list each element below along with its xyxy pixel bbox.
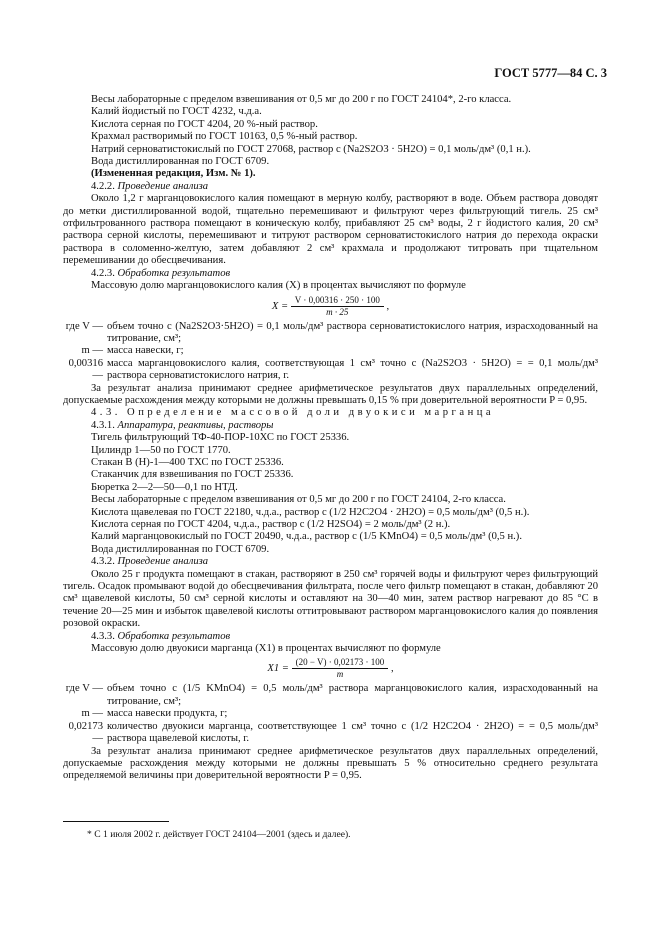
text-line: Кислота щавелевая по ГОСТ 22180, ч.д.а., раствор c (1/2 H2C2O4 · 2H2O) = 0,5 моль/дм³ (0,5 н.). bbox=[91, 506, 530, 518]
section-title: Проведение анализа bbox=[117, 180, 209, 192]
definition-key: m — bbox=[81, 708, 103, 720]
page-header: ГОСТ 5777—84 С. 3 bbox=[494, 66, 607, 80]
definition-key: где V — bbox=[65, 320, 103, 332]
definition-text: объем точно c (1/5 KMnO4) = 0,5 моль/дм³ раствора марганцовокислого калия, израсходованный на титрование, см³; bbox=[107, 683, 598, 707]
formula-1 bbox=[63, 295, 598, 318]
section-number: 4.2.3. bbox=[91, 267, 115, 279]
formula-tail: , bbox=[390, 663, 394, 675]
definition-text: количество двуокиси марганца, соответствующее 1 см³ точно c (1/2 H2C2O4 · 2H2O) = = 0,5 моль/дм³ раствора щавелевой кислоты, г. bbox=[107, 720, 598, 745]
text-line: Бюретка 2—2—50—0,1 по НТД. bbox=[91, 481, 238, 493]
edition-note: (Измененная редакция, Изм. № 1). bbox=[91, 168, 256, 180]
formula-denominator: m bbox=[336, 669, 344, 680]
text-line: Калий йодистый по ГОСТ 4232, ч.д.а. bbox=[91, 106, 262, 118]
definition-key: где V — bbox=[65, 683, 103, 695]
section-title: Обработка результатов bbox=[117, 267, 231, 279]
definition-text: объем точно c (Na2S2O3·5H2O) = 0,1 моль/дм³ раствора серноватистокислого натрия, израсходованный на титрование, см³; bbox=[107, 320, 598, 344]
definition-row bbox=[63, 321, 598, 346]
paragraph: За результат анализа принимают среднее арифметическое результатов двух параллельных определений, допускаемые расхождения между которыми не должны превышать 5 % относительно среднего результата определяемой величины при доверительной вероятности P = 0,95. bbox=[63, 745, 598, 782]
definition-row bbox=[63, 708, 598, 720]
text-line: Кислота серная по ГОСТ 4204, ч.д.а., раствор c (1/2 H2SO4) = 2 моль/дм³ (2 н.). bbox=[91, 519, 451, 530]
formula-fraction bbox=[292, 657, 389, 680]
section-heading-4-3-2 bbox=[63, 556, 598, 568]
text-line: Кислота серная по ГОСТ 4204, 20 %-ный раствор. bbox=[91, 118, 318, 130]
document-body bbox=[63, 94, 598, 783]
definition-row bbox=[63, 721, 598, 746]
text-line: Крахмал растворимый по ГОСТ 10163, 0,5 %-ный раствор. bbox=[91, 131, 358, 143]
definition-text: масса навески, г; bbox=[107, 345, 184, 357]
paragraph: Около 25 г продукта помещают в стакан, растворяют в 250 см³ горячей воды и фильтруют через фильтрующий тигель. Осадок промывают водой до обесцвечивания фильтрата, после чего фильтр помещают в стакан, добавляют 20 см³ щавелевой кислоты, 50 см³ серной кислоты и оставляют на 30—40 мин, затем раствор нагревают до 85 °С в течение 20—25 мин и избыток щавелевой кислоты оттитровывают раствором марганцовокислого калия до появления розовой окраски. bbox=[63, 568, 598, 630]
definition-key: 0,00316 — bbox=[68, 357, 103, 382]
section-number: 4.3.1. bbox=[91, 419, 115, 431]
text-line: Тигель фильтрующий ТФ-40-ПОР-10ХС по ГОСТ 25336. bbox=[91, 432, 350, 444]
paragraph: Около 1,2 г марганцовокислого калия помещают в мерную колбу, растворяют в воде. Объем раствора доводят до метки дистиллированной водой, тщательно перемешивают и фильтруют через фильтрующий тигель. 25 см³ отфильтрованного раствора помещают в коническую колбу, прибавляют 25 см³ воды, 2 г йодистого калия, 20 см³ раствора серной кислоты, перемешивают и титруют раствором серноватистокислого натрия до перехода окраски раствора в соломенно-желтую, затем добавляют 2 см³ крахмала и продолжают титровать при тщательном перемешивании до обесцвечивания. bbox=[63, 193, 598, 267]
formula-lhs: X1 = bbox=[267, 663, 289, 675]
definition-key: m — bbox=[81, 345, 103, 357]
formula-fraction bbox=[291, 295, 384, 318]
text-line: Весы лабораторные с пределом взвешивания от 0,5 мг до 200 г по ГОСТ 24104*, 2-го класса. bbox=[91, 94, 512, 105]
definition-key: 0,02173 — bbox=[68, 720, 103, 745]
formula-numerator: V · 0,00316 · 250 · 100 bbox=[291, 295, 384, 307]
text-line: Стаканчик для взвешивания по ГОСТ 25336. bbox=[91, 469, 294, 481]
text-line: Натрий серноватистокислый по ГОСТ 27068, раствор c (Na2S2O3 · 5H2O) = 0,1 моль/дм³ (0,1 н.). bbox=[91, 143, 531, 155]
text-line: Вода дистиллированная по ГОСТ 6709. bbox=[91, 156, 270, 168]
section-number: 4.2.2. bbox=[91, 180, 115, 192]
definition-text: масса марганцовокислого калия, соответствующая 1 см³ точно c (Na2S2O3 · 5H2O) = = 0,1 моль/дм³ раствора серноватистокислого натрия, г. bbox=[107, 357, 598, 382]
section-heading-4-2-3 bbox=[63, 268, 598, 280]
section-heading-4-3: 4.3. Определение массовой доли двуокиси марганца bbox=[91, 407, 495, 419]
section-heading-4-2-2 bbox=[63, 181, 598, 193]
definition-text: масса навески продукта, г; bbox=[107, 708, 228, 720]
paragraph: Массовую долю марганцовокислого калия (X) в процентах вычисляют по формуле bbox=[91, 280, 466, 292]
section-title: Проведение анализа bbox=[117, 556, 209, 568]
section-title: Аппаратура, реактивы, растворы bbox=[117, 419, 274, 431]
text-line: Весы лабораторные с пределом взвешивания от 0,5 мг до 200 г по ГОСТ 24104, 2-го класса. bbox=[91, 494, 506, 506]
formula-denominator: m · 25 bbox=[326, 306, 349, 317]
section-number: 4.3.2. bbox=[91, 556, 115, 568]
section-number: 4.3.3. bbox=[91, 630, 115, 642]
formula-lhs: X = bbox=[271, 300, 289, 312]
formula-numerator: (20 − V) · 0,02173 · 100 bbox=[292, 657, 389, 669]
text-line: Стакан В (Н)-1—400 ТХС по ГОСТ 25336. bbox=[91, 456, 284, 468]
footnote-divider bbox=[63, 821, 169, 822]
definition-row bbox=[63, 683, 598, 708]
text-line: Цилиндр 1—50 по ГОСТ 1770. bbox=[91, 444, 231, 456]
section-title: Обработка результатов bbox=[117, 630, 231, 642]
text-line: Вода дистиллированная по ГОСТ 6709. bbox=[91, 543, 270, 555]
paragraph: Массовую долю двуокиси марганца (X1) в процентах вычисляют по формуле bbox=[91, 643, 441, 655]
text-line: Калий марганцовокислый по ГОСТ 20490, ч.д.а., раствор c (1/5 KMnO4) = 0,5 моль/дм³ (0,5 н.). bbox=[91, 531, 522, 543]
formula-tail: , bbox=[386, 300, 390, 312]
definition-row bbox=[63, 358, 598, 383]
section-heading-4-3-1 bbox=[63, 420, 598, 432]
paragraph: За результат анализа принимают среднее арифметическое результатов двух параллельных определений, допускаемые расхождения между которыми не должны превышать 0,15 % при доверительной вероятности P = 0,95. bbox=[63, 382, 598, 406]
section-heading-4-3-3 bbox=[63, 631, 598, 643]
footnote: * С 1 июля 2002 г. действует ГОСТ 24104—2001 (здесь и далее). bbox=[87, 829, 351, 840]
formula-2 bbox=[63, 657, 598, 680]
definition-row bbox=[63, 345, 598, 357]
